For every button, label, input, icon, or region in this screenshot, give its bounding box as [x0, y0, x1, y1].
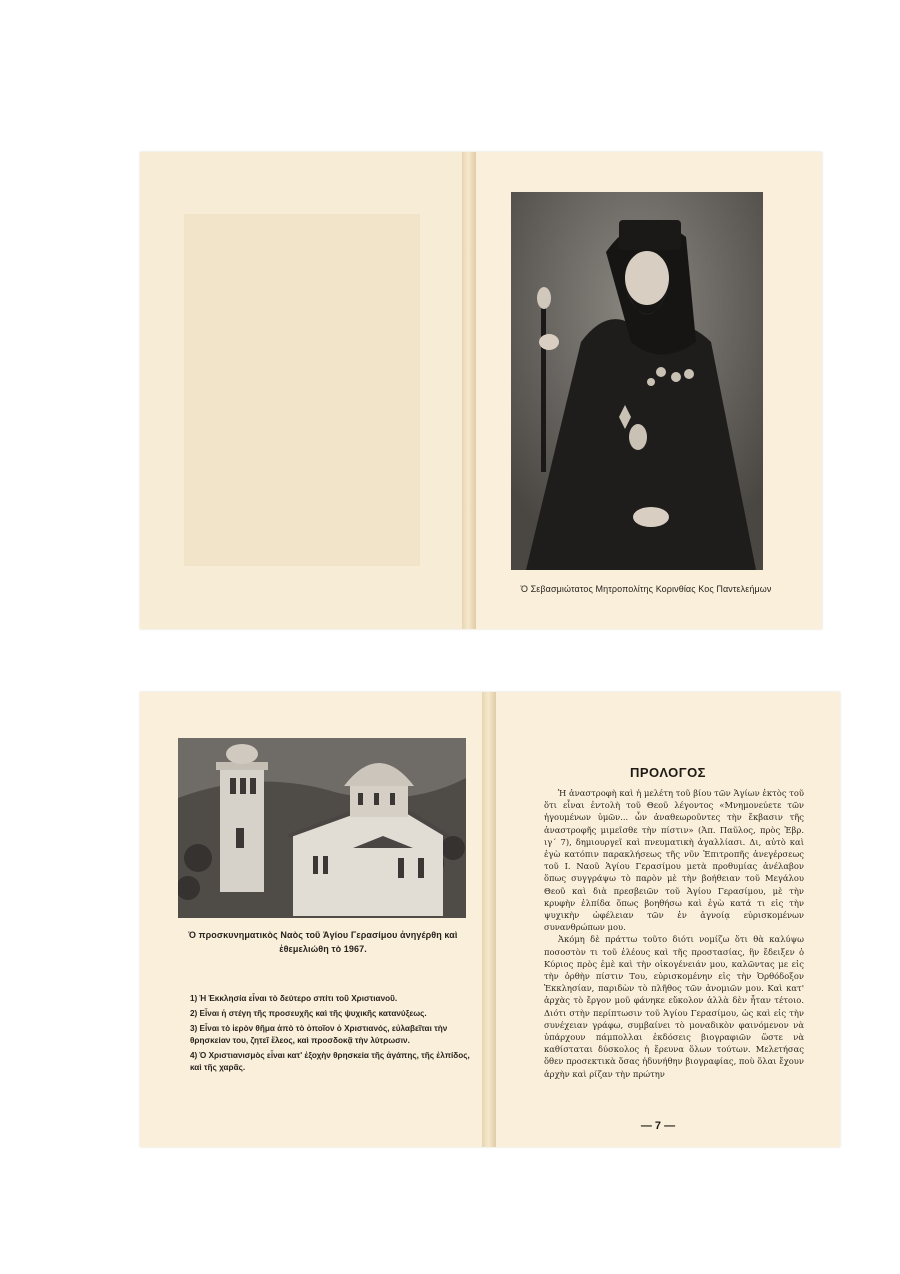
bottom-spread — [140, 692, 840, 1147]
blank-left-page — [140, 152, 462, 629]
church-caption-line-1: Ὁ προσκυνηματικὸς Ναὸς τοῦ Ἁγίου Γερασίμου ἀνηγέρθη καὶ — [188, 930, 458, 940]
portrait-page — [476, 152, 822, 629]
top-spread — [140, 152, 822, 629]
list-item: 2) Εἶναι ἡ στέγη τῆς προσευχῆς καὶ τῆς ψυχικῆς κατανύξεως. — [190, 1009, 427, 1018]
portrait-caption: Ὁ Σεβασμιώτατος Μητροπολίτης Κορινθίας Κος Παντελεήμων — [520, 584, 772, 594]
church-photo — [178, 738, 466, 918]
prologue-text — [544, 787, 804, 1080]
church-page — [140, 692, 482, 1147]
page-number: — 7 — — [640, 1120, 676, 1132]
show-through-text-block — [184, 214, 420, 566]
list-item: 3) Εἶναι τὸ ἱερὸν θῆμα ἀπὸ τὸ ὁποῖον ὁ Χριστιανός, εὐλαβεῖται τὴν θρησκείαν του, ζητεῖ ἔλεος, καὶ προσδοκᾷ τὴν λύτρωσιν. — [190, 1024, 448, 1045]
list-item: 1) Ἡ Ἐκκλησία εἶναι τὸ δεύτερο σπίτι τοῦ Χριστιανοῦ. — [190, 994, 398, 1003]
church-caption — [180, 928, 466, 956]
prologue-paragraph-2: Ἀκόμη δὲ πράττω τοῦτο διότι νομίζω ὅτι θὰ καλύψω ποσοστὸν τι τοῦ ἐλέους καὶ τῆς προστασίας, ἣν ἔδειξεν ὁ Κύριος πρὸς ἐμὲ καὶ τὴν οἰκογένειάν μου, καλῶντας με εἰς τὴν ὀρθὴν πίστιν Του, εὑρισκομένην εἰς τὴν Ὀρθόδοξον Ἐκκλησίαν, παριδὼν τὸ πλῆθος τῶν ἀνομιῶν μου. Καὶ κατ' ἀρχὰς τὸ ἔργον μοῦ φάνηκε εὔκολον ἀλλὰ δὲν ἦταν τέτοιο. Διότι στὴν περίπτωσιν τοῦ Ἁγίου Γερασίμου, ὡς καὶ εἰς τὴν συνέχειαν γράφω, συμβαίνει τὸ μοναδικὸν φαινόμενον νὰ ὑπάρχουν πάμπολλαι ἐκδόσεις βιογραφιῶν ὥστε νὰ καθίσταται δύσκολος ἡ ἔρευνα ὅλων τούτων. Μελετήσας ὅθεν προσεκτικὰ ὅσας ἠδυνήθην βιογραφίας, ποὺ ὅλαι ἔχουν ἀρχὴν καὶ ρίζαν τὴν πρώτην — [544, 934, 804, 1079]
list-item: 4) Ὁ Χριστιανισμὸς εἶναι κατ' ἐξοχὴν θρησκεία τῆς ἀγάπης, τῆς ἐλπίδος, καὶ τῆς χαρᾶς. — [190, 1051, 470, 1072]
church-caption-line-2: ἐθεμελιώθη τὸ 1967. — [279, 944, 367, 954]
book-gutter — [462, 152, 476, 629]
prologue-page — [496, 692, 840, 1147]
metropolitan-portrait-photo — [511, 192, 763, 570]
prologue-paragraph-1: Ἡ ἀναστροφὴ καὶ ἡ μελέτη τοῦ βίου τῶν Ἁγίων ἐκτὸς τοῦ ὅτι εἶναι ἐντολὴ τοῦ Θεοῦ λέγοντος «Μνημονεύετε τῶν ἡγουμένων ὑμῶν... ὧν ἀναθεωροῦντες τὴν ἔκβασιν τῆς ἀναστροφῆς μιμεῖσθε τὴν πίστιν» (Ἀπ. Παῦλος, πρὸς Ἑβρ. ιγ΄ 7), δημιουργεῖ καὶ πνευματικὴ ἀγαλλίασι. Δι, αὐτὸ καὶ ἐγὼ κατόπιν παρακλήσεως τῆς νῦν Ἐπιτροπῆς ἀνεγέρσεως τοῦ Ι. Ναοῦ Ἁγίου Γερασίμου μετὰ προθυμίας ἀνέλαβον ὅπως συγγράψω τὸ παρὸν μὲ τὴν βοήθειαν τοῦ Μεγάλου Θεοῦ καὶ διὰ πρεσβειῶν τοῦ Ἁγίου Γερασίμου, μὲ τὴν κρυφὴν ἐλπίδα ὅπως βοηθήσω καὶ ἐγὼ κατά τι εἰς τὴν ψυχικὴν ὠφέλειαν τῶν ἐν ἀγνοίᾳ εὑρισκομένων συνανθρώπων μου. — [544, 788, 804, 933]
prologue-title: ΠΡΟΛΟΓΟΣ — [630, 765, 706, 780]
book-gutter — [482, 692, 496, 1147]
numbered-list — [190, 993, 476, 1077]
